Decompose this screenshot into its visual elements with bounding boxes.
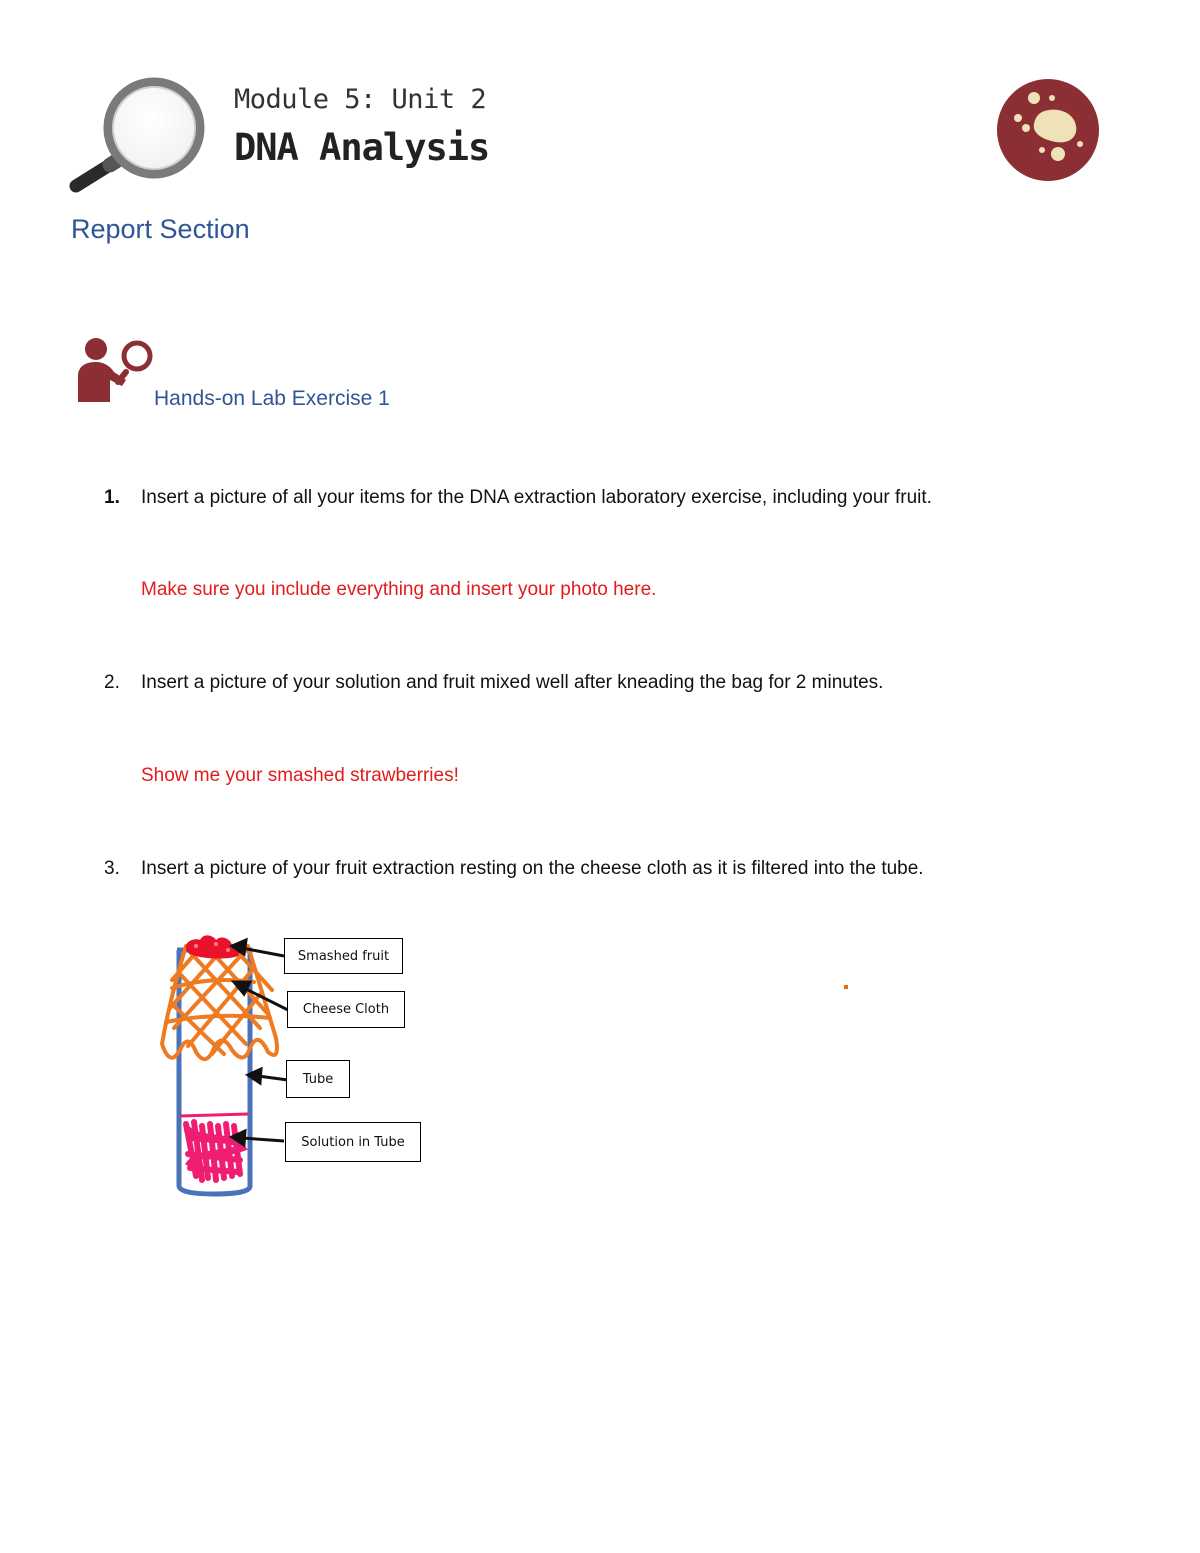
question-1-number: 1. — [104, 487, 120, 508]
document-title: DNA Analysis — [234, 126, 490, 169]
callout-solution — [285, 1122, 421, 1162]
question-1-note: Make sure you include everything and insert your photo here. — [141, 579, 657, 600]
investigator-icon — [74, 336, 158, 402]
callout-cheese-cloth — [287, 991, 405, 1028]
callout-cheese-cloth-label: Cheese Cloth — [302, 1002, 390, 1017]
question-2-number: 2. — [104, 672, 120, 693]
magnifying-glass-icon — [66, 74, 216, 194]
lab-exercise-heading: Hands-on Lab Exercise 1 — [154, 387, 390, 410]
question-2-note: Show me your smashed strawberries! — [141, 765, 459, 786]
solution-in-tube — [180, 1114, 248, 1180]
filtration-diagram — [150, 928, 440, 1203]
callout-smashed-fruit — [284, 938, 403, 974]
stray-mark — [844, 985, 848, 989]
module-label: Module 5: Unit 2 — [234, 84, 487, 115]
callout-tube-label: Tube — [302, 1071, 334, 1087]
callout-solution-label: Solution in Tube — [301, 1134, 405, 1150]
bacteria-badge-icon — [996, 78, 1100, 182]
question-1-text: Insert a picture of all your items for the DNA extraction laboratory exercise, including your fruit. — [141, 487, 932, 508]
callout-tube — [286, 1060, 350, 1098]
report-section-heading: Report Section — [71, 214, 250, 244]
callout-smashed-fruit-label: Smashed fruit — [297, 948, 390, 964]
question-3-text: Insert a picture of your fruit extraction resting on the cheese cloth as it is filtered into the tube. — [141, 858, 924, 879]
question-2-text: Insert a picture of your solution and fruit mixed well after kneading the bag for 2 minutes. — [141, 672, 884, 693]
question-3-number: 3. — [104, 858, 120, 879]
